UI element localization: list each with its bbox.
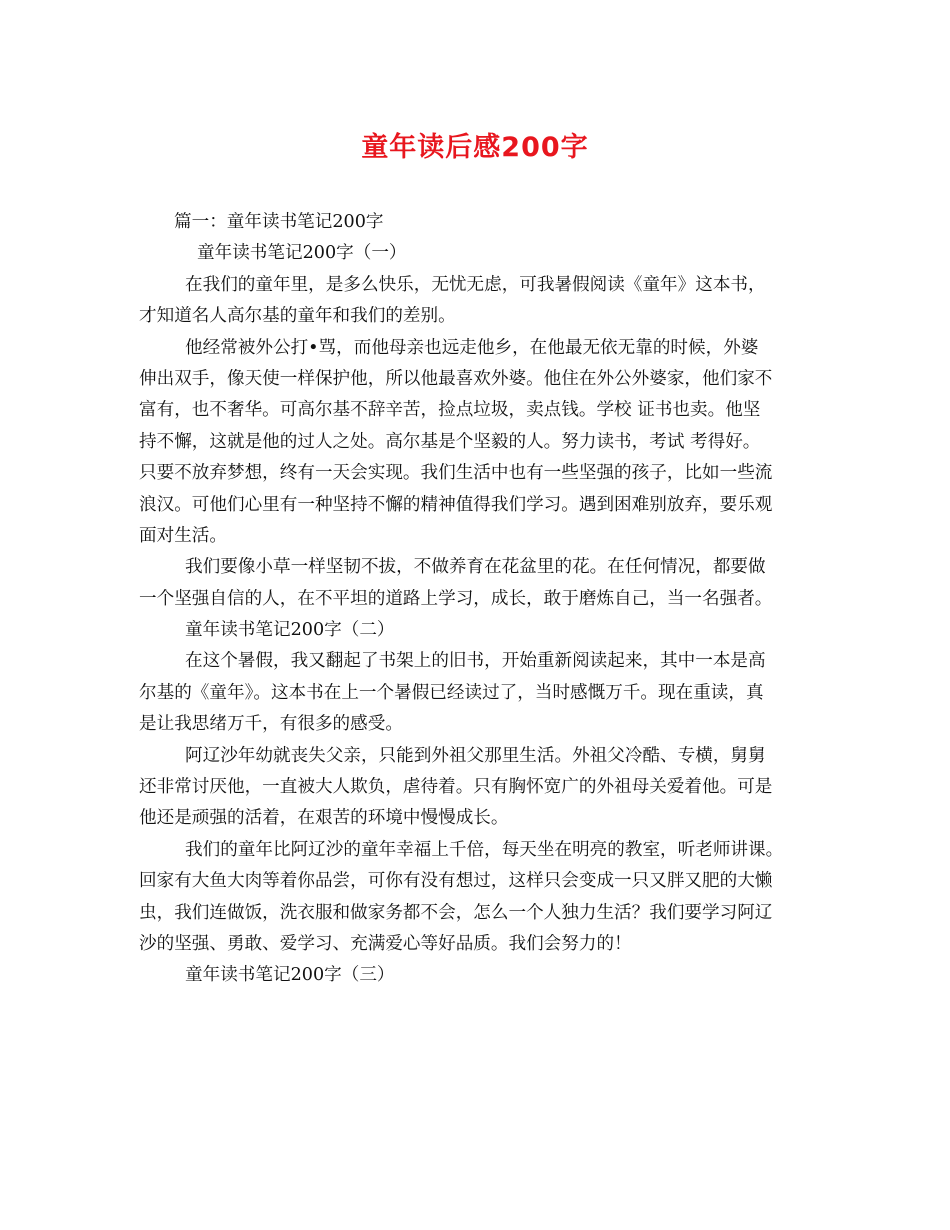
paragraph-first-line: 我们要像小草一样坚韧不拔，不做养育在花盆里的花。在任何情况，都要做 bbox=[185, 557, 766, 578]
paragraph-first-line: 在我们的童年里，是多么快乐，无忧无虑，可我暑假阅读《童年》这本书， bbox=[185, 274, 766, 295]
paragraph-line: 尔基的《童年》。这本书在上一个暑假已经读过了，当时感慨万千。现在重读，真 bbox=[139, 682, 764, 703]
paragraph-line: 是让我思绪万千，有很多的感受。 bbox=[139, 714, 403, 735]
document-title: 童年读后感200字 bbox=[361, 132, 589, 163]
paragraph-line: 他还是顽强的活着，在艰苦的环境中慢慢成长。 bbox=[139, 808, 509, 829]
paragraph-line: 回家有大鱼大肉等着你品尝，可你有没有想过，这样只会变成一只又胖又肥的大懒 bbox=[139, 871, 773, 892]
subsection-heading: 童年读书笔记200字（二） bbox=[185, 620, 395, 641]
document-body bbox=[139, 207, 815, 992]
paragraph-line: 持不懈，这就是他的过人之处。高尔基是个坚毅的人。努力读书，考试 考得好。 bbox=[139, 431, 761, 452]
paragraph-first-line: 他经常被外公打•骂，而他母亲也远走他乡，在他最无依无靠的时候，外婆 bbox=[185, 337, 759, 358]
section-heading: 篇一：童年读书笔记200字 bbox=[174, 212, 384, 232]
paragraph-line: 还非常讨厌他，一直被大人欺负，虐待着。只有胸怀宽广的外祖母关爱着他。可是 bbox=[139, 777, 773, 798]
paragraph-line: 浪汉。可他们心里有一种坚持不懈的精神值得我们学习。遇到困难别放弃，要乐观 bbox=[139, 494, 773, 515]
paragraph-line: 才知道名人高尔基的童年和我们的差别。 bbox=[139, 306, 456, 327]
paragraph-line: 虫，我们连做饭，洗衣服和做家务都不会，怎么一个人独力生活？我们要学习阿辽 bbox=[139, 902, 773, 923]
paragraph-line: 只要不放弃梦想，终有一天会实现。我们生活中也有一些坚强的孩子，比如一些流 bbox=[139, 463, 773, 484]
paragraph-line: 伸出双手，像天使一样保护他，所以他最喜欢外婆。他住在外公外婆家，他们家不 bbox=[139, 368, 773, 389]
paragraph-first-line: 我们的童年比阿辽沙的童年幸福上千倍，每天坐在明亮的教室，听老师讲课。 bbox=[185, 839, 784, 860]
subsection-heading: 童年读书笔记200字（三） bbox=[185, 965, 395, 986]
subsection-heading: 童年读书笔记200字（一） bbox=[197, 243, 407, 264]
paragraph-line: 面对生活。 bbox=[139, 525, 227, 546]
paragraph-first-line: 在这个暑假，我又翻起了书架上的旧书，开始重新阅读起来，其中一本是高 bbox=[185, 651, 766, 672]
paragraph-line: 一个坚强自信的人，在不平坦的道路上学习，成长，敢于磨炼自己，当一名强者。 bbox=[139, 588, 773, 609]
paragraph-first-line: 阿辽沙年幼就丧失父亲，只能到外祖父那里生活。外祖父冷酷、专横，舅舅 bbox=[185, 745, 766, 766]
paragraph-line: 沙的坚强、勇敢、爱学习、充满爱心等好品质。我们会努力的！ bbox=[139, 933, 632, 954]
paragraph-line: 富有，也不奢华。可高尔基不辞辛苦，捡点垃圾，卖点钱。学校 证书也卖。他坚 bbox=[139, 400, 761, 421]
